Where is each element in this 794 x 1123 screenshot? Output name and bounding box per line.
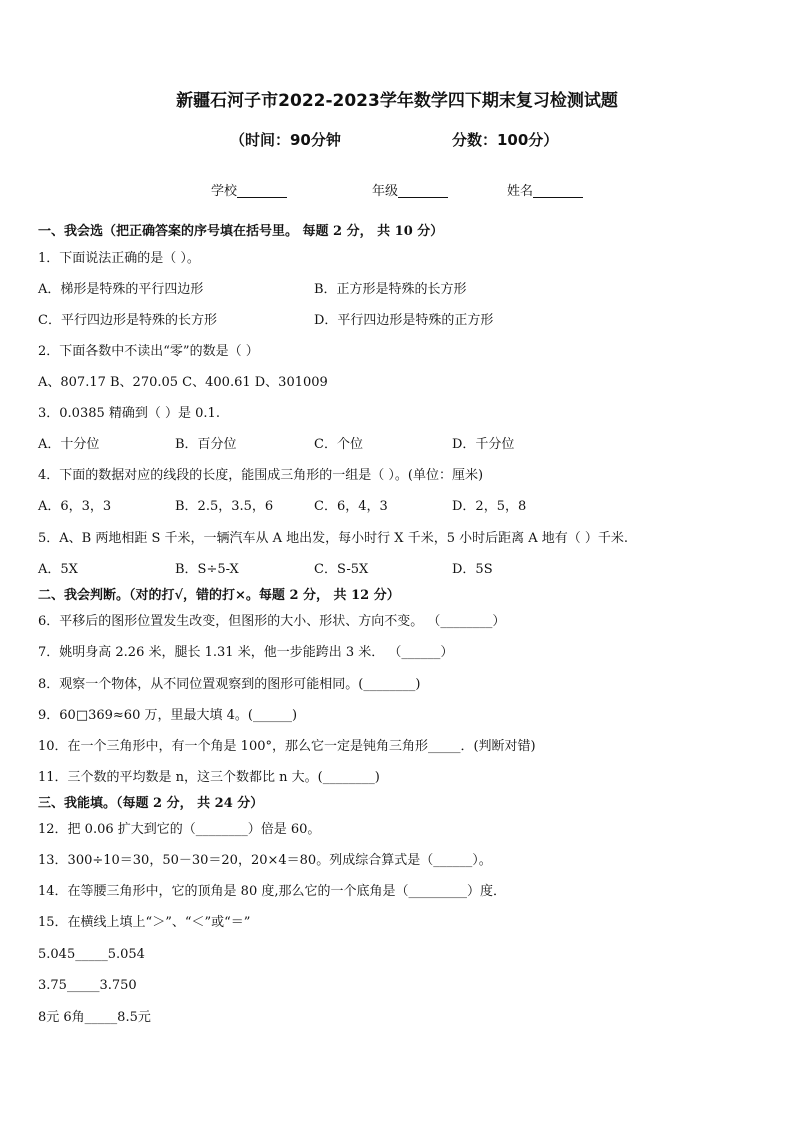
question-3-stem: 3．0.0385 精确到（ ）是 0.1.: [38, 406, 220, 421]
name-field: [507, 180, 583, 199]
question-1-option-d: D．平行四边形是特殊的正方形: [314, 313, 494, 328]
question-2-options: A、807.17 B、270.05 C、400.61 D、301009: [38, 375, 328, 390]
school-field: [211, 180, 287, 199]
question-8: 8．观察一个物体，从不同位置观察到的图形可能相同。(________): [38, 677, 421, 692]
question-3-option-d: D．千分位: [452, 437, 515, 452]
question-5-stem: 5．A、B 两地相距 S 千米，一辆汽车从 A 地出发，每小时行 X 千米，5 小时后距离 A 地有（ ）千米.: [38, 531, 629, 546]
question-3-option-a: A．十分位: [38, 437, 100, 452]
name-blank[interactable]: [533, 183, 583, 198]
question-15-compare-1: 5.045_____5.054: [38, 947, 145, 962]
question-12: 12．把 0.06 扩大到它的（________）倍是 60。: [38, 822, 321, 837]
question-15: 15．在横线上填上“＞”、“＜”或“＝”: [38, 915, 251, 930]
page-title: 新疆石河子市2022-2023学年数学四下期末复习检测试题: [176, 91, 618, 111]
question-9: 9．60□369≈60 万，里最大填 4。(______): [38, 708, 298, 723]
grade-field: [372, 180, 448, 199]
question-1-option-b: B．正方形是特殊的长方形: [314, 282, 467, 297]
question-14: 14．在等腰三角形中，它的顶角是 80 度,那么它的一个底角是（_________）度．: [38, 884, 506, 899]
question-11: 11．三个数的平均数是 n，这三个数都比 n 大。(________): [38, 770, 380, 785]
school-blank[interactable]: [237, 183, 287, 198]
name-label: 姓名: [507, 184, 534, 199]
question-7: 7．姚明身高 2.26 米，腿长 1.31 米，他一步能跨出 3 米． （______）: [38, 645, 454, 660]
question-2-stem: 2．下面各数中不读出“零”的数是（ ）: [38, 344, 259, 359]
school-label: 学校: [211, 184, 238, 199]
question-4-option-d: D．2，5，8: [452, 499, 527, 514]
question-4-stem: 4．下面的数据对应的线段的长度，能围成三角形的一组是（ ）。(单位：厘米): [38, 468, 484, 483]
exam-score: 分数：100分）: [452, 131, 559, 149]
grade-label: 年级: [372, 184, 399, 199]
question-15-compare-3: 8元 6角_____8.5元: [38, 1010, 151, 1025]
question-5-option-b: B．S÷5-X: [175, 562, 239, 577]
question-1-option-c: C．平行四边形是特殊的长方形: [38, 313, 217, 328]
question-4-option-b: B．2.5，3.5，6: [175, 499, 274, 514]
question-1-stem: 1．下面说法正确的是（ ）。: [38, 251, 200, 266]
section-2-heading: 二、我会判断。（对的打√，错的打×。每题 2 分， 共 12 分）: [38, 588, 400, 603]
exam-time: （时间：90分钟: [230, 131, 341, 149]
question-13: 13．300÷10＝30，50－30＝20，20×4＝80。列成综合算式是（______）。: [38, 853, 492, 868]
question-1-option-a: A．梯形是特殊的平行四边形: [38, 282, 204, 297]
question-3-option-c: C．个位: [314, 437, 363, 452]
section-1-heading: 一、我会选（把正确答案的序号填在括号里。 每题 2 分， 共 10 分）: [38, 224, 444, 239]
question-6: 6．平移后的图形位置发生改变，但图形的大小、形状、方向不变。 （________）: [38, 614, 506, 629]
question-5-option-d: D．5S: [452, 562, 493, 577]
section-3-heading: 三、我能填。（每题 2 分， 共 24 分）: [38, 796, 264, 811]
question-10: 10．在一个三角形中，有一个角是 100°，那么它一定是钝角三角形_____．(判断对错): [38, 739, 536, 754]
question-4-option-c: C．6，4，3: [314, 499, 388, 514]
question-3-option-b: B．百分位: [175, 437, 237, 452]
question-5-option-a: A．5X: [38, 562, 78, 577]
question-4-option-a: A．6，3，3: [38, 499, 112, 514]
grade-blank[interactable]: [398, 183, 448, 198]
question-15-compare-2: 3.75_____3.750: [38, 978, 137, 993]
question-5-option-c: C．S-5X: [314, 562, 369, 577]
